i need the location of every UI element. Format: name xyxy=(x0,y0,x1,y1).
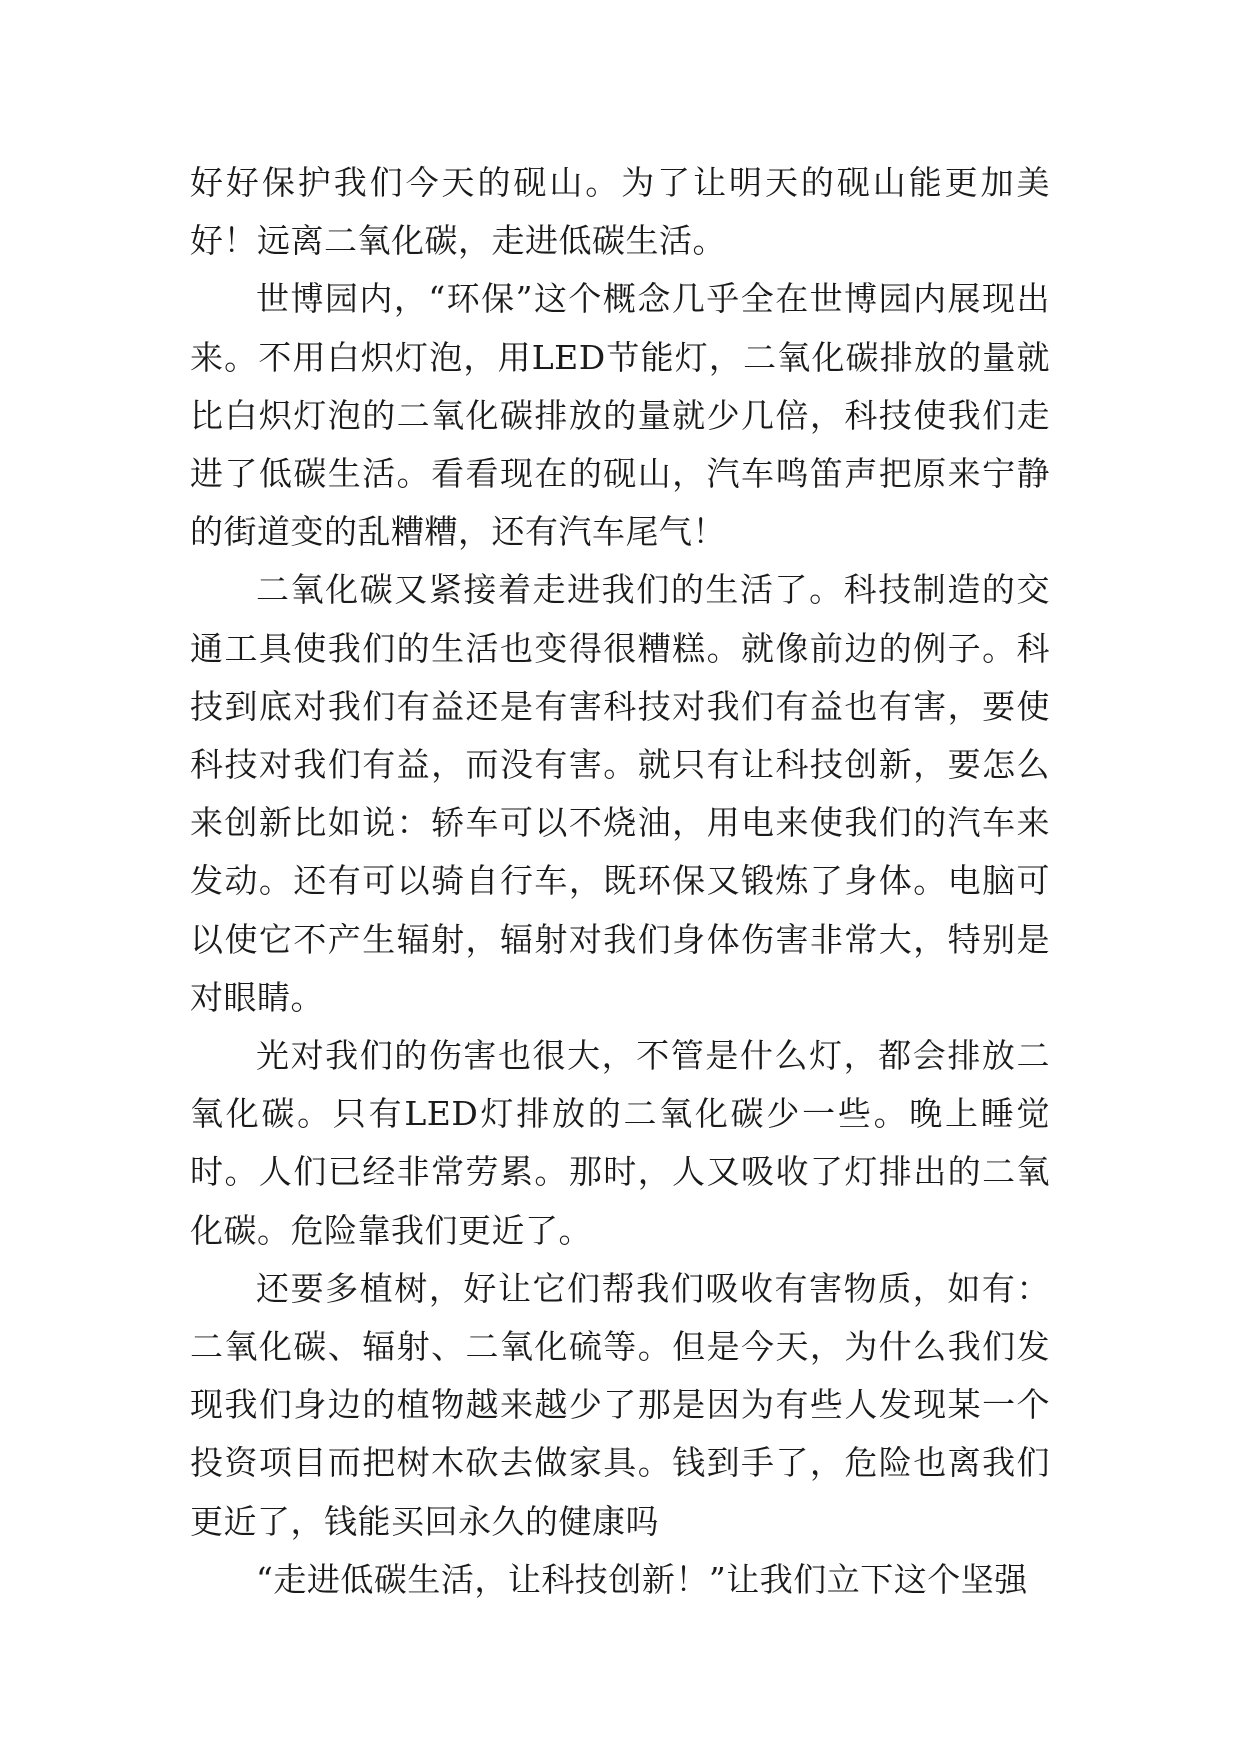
paragraph-trees: 还要多植树，好让它们帮我们吸收有害物质，如有：二氧化碳、辐射、二氧化硫等。但是今天，为什么我们发现我们身边的植物越来越少了那是因为有些人发现某一个投资项目而把树木砍去做家具。钱到手了，危险也离我们更近了，钱能买回永久的健康吗 xyxy=(190,1268,1050,1541)
paragraph-slogan: “走进低碳生活，让科技创新！”让我们立下这个坚强 xyxy=(256,1559,1028,1599)
paragraph-expo: 世博园内，“环保”这个概念几乎全在世博园内展现出来。不用白炽灯泡，用LED节能灯，二氧化碳排放的量就比白炽灯泡的二氧化碳排放的量就少几倍，科技使我们走进了低碳生活。看看现在的砚山，汽车鸣笛声把原来宁静的街道变的乱糟糟，还有汽车尾气！ xyxy=(190,279,1050,552)
paragraph-technology: 二氧化碳又紧接着走进我们的生活了。科技制造的交通工具使我们的生活也变得很糟糕。就像前边的例子。科技到底对我们有益还是有害科技对我们有益也有害，要使科技对我们有益，而没有害。就只有让科技创新，要怎么来创新比如说：轿车可以不烧油，用电来使我们的汽车来发动。还有可以骑自行车，既环保又锻炼了身体。电脑可以使它不产生辐射，辐射对我们身体伤害非常大，特别是对眼睛。 xyxy=(190,570,1050,1017)
essay-body xyxy=(190,154,1050,1609)
paragraph-continuation: 好好保护我们今天的砚山。为了让明天的砚山能更加美好！远离二氧化碳，走进低碳生活。 xyxy=(190,163,1050,261)
paragraph-light: 光对我们的伤害也很大，不管是什么灯，都会排放二氧化碳。只有LED灯排放的二氧化碳少一些。晚上睡觉时。人们已经非常劳累。那时，人又吸收了灯排出的二氧化碳。危险靠我们更近了。 xyxy=(190,1036,1050,1250)
